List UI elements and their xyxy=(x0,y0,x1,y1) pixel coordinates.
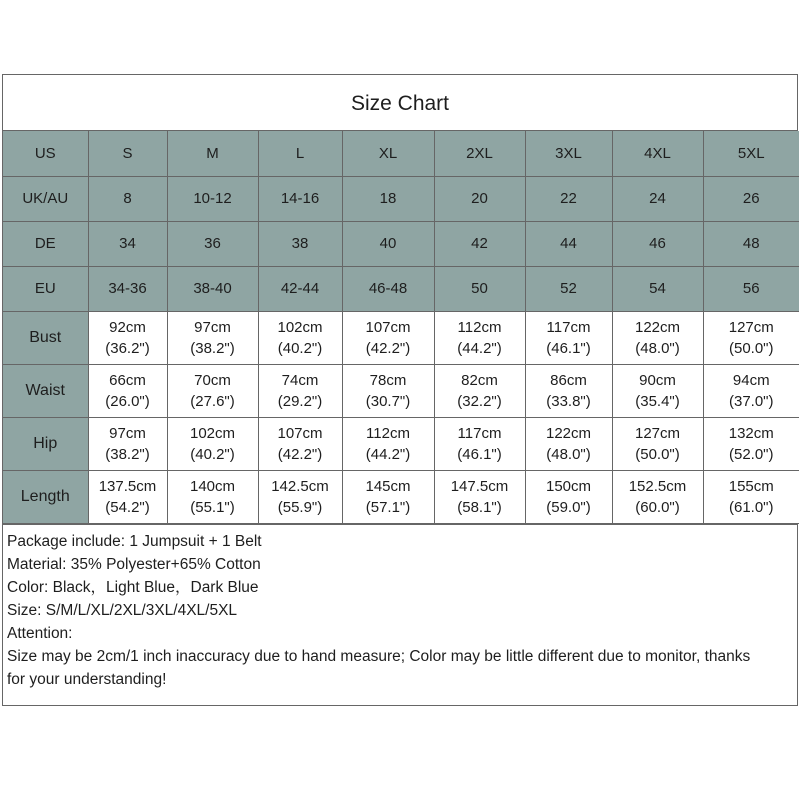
inch-value: (42.2") xyxy=(277,445,323,463)
table-cell xyxy=(88,364,167,417)
size-table-body xyxy=(3,131,799,523)
cm-value: 127cm xyxy=(634,424,681,442)
package-note: Package include: 1 Jumpsuit + 1 Belt xyxy=(7,532,262,550)
cm-value: 142.5cm xyxy=(271,477,329,495)
table-cell: 52 xyxy=(525,266,612,311)
inch-value: (38.2") xyxy=(105,445,150,463)
table-cell xyxy=(434,470,525,523)
cm-value: 147.5cm xyxy=(450,477,509,495)
inch-value: (57.1") xyxy=(365,498,411,516)
table-cell: 24 xyxy=(612,176,703,221)
inch-value: (55.1") xyxy=(190,498,235,516)
cm-value: 82cm xyxy=(461,371,498,389)
table-cell: M xyxy=(167,131,258,176)
chart-title: Size Chart xyxy=(3,75,797,131)
size-row-us xyxy=(3,131,799,176)
inch-value: (48.0") xyxy=(546,445,591,463)
table-cell: 46-48 xyxy=(342,266,434,311)
table-cell: 14-16 xyxy=(258,176,342,221)
cm-value: 117cm xyxy=(457,424,502,442)
inch-value: (37.0") xyxy=(728,392,774,410)
table-cell: 4XL xyxy=(612,131,703,176)
row-label: DE xyxy=(3,221,88,266)
row-label: EU xyxy=(3,266,88,311)
table-cell xyxy=(342,470,434,523)
inch-value: (40.2") xyxy=(190,445,235,463)
table-cell: 38 xyxy=(258,221,342,266)
row-label: Length xyxy=(3,470,88,523)
table-cell xyxy=(88,470,167,523)
inch-value: (26.0") xyxy=(105,392,150,410)
disclaimer-note: Size may be 2cm/1 inch inaccuracy due to hand measure; Color may be little different due to monitor, thanks for your understanding! xyxy=(7,647,751,688)
cm-value: 112cm xyxy=(366,424,410,442)
table-cell xyxy=(612,311,703,364)
inch-value: (40.2") xyxy=(277,339,323,357)
cm-value: 137.5cm xyxy=(98,477,157,495)
cm-value: 150cm xyxy=(545,477,592,495)
cm-value: 92cm xyxy=(109,318,146,336)
inch-value: (32.2") xyxy=(457,392,502,410)
inch-value: (60.0") xyxy=(635,498,680,516)
table-cell xyxy=(612,417,703,470)
table-cell xyxy=(167,364,258,417)
row-label: Bust xyxy=(3,311,88,364)
cm-value: 102cm xyxy=(277,318,323,336)
product-notes xyxy=(3,524,797,691)
row-label: Waist xyxy=(3,364,88,417)
table-cell: 5XL xyxy=(703,131,799,176)
inch-value: (38.2") xyxy=(190,339,235,357)
table-cell xyxy=(703,470,799,523)
table-cell: 48 xyxy=(703,221,799,266)
inch-value: (35.4") xyxy=(635,392,680,410)
table-cell: 38-40 xyxy=(167,266,258,311)
table-cell xyxy=(525,470,612,523)
inch-value: (33.8") xyxy=(546,392,591,410)
cm-value: 94cm xyxy=(732,371,770,389)
row-label: UK/AU xyxy=(3,176,88,221)
inch-value: (59.0") xyxy=(546,498,591,516)
cm-value: 127cm xyxy=(728,318,774,336)
table-cell: 42 xyxy=(434,221,525,266)
inch-value: (58.1") xyxy=(457,498,502,516)
table-cell xyxy=(342,364,434,417)
table-cell xyxy=(258,364,342,417)
size-table xyxy=(3,131,799,524)
color-note: Color: Black，Light Blue，Dark Blue xyxy=(7,578,259,596)
table-cell: 3XL xyxy=(525,131,612,176)
table-cell xyxy=(703,364,799,417)
table-cell: L xyxy=(258,131,342,176)
cm-value: 86cm xyxy=(550,371,587,389)
cm-value: 78cm xyxy=(369,371,407,389)
table-cell xyxy=(612,364,703,417)
cm-value: 107cm xyxy=(277,424,323,442)
cm-value: 97cm xyxy=(194,318,231,336)
table-cell xyxy=(88,311,167,364)
size-row-eu xyxy=(3,266,799,311)
inch-value: (27.6") xyxy=(190,392,235,410)
inch-value: (55.9") xyxy=(277,498,323,516)
cm-value: 155cm xyxy=(728,477,774,495)
cm-value: 132cm xyxy=(728,424,774,442)
cm-value: 122cm xyxy=(634,318,681,336)
measure-row-length xyxy=(3,470,799,523)
table-cell xyxy=(167,311,258,364)
cm-value: 122cm xyxy=(545,424,592,442)
table-cell: 56 xyxy=(703,266,799,311)
table-cell xyxy=(525,364,612,417)
table-cell: 42-44 xyxy=(258,266,342,311)
table-cell: 36 xyxy=(167,221,258,266)
table-cell xyxy=(612,470,703,523)
measure-row-waist xyxy=(3,364,799,417)
cm-value: 152.5cm xyxy=(628,477,687,495)
table-cell: 44 xyxy=(525,221,612,266)
table-cell: 50 xyxy=(434,266,525,311)
table-cell: 10-12 xyxy=(167,176,258,221)
table-cell xyxy=(703,417,799,470)
inch-value: (54.2") xyxy=(105,498,150,516)
row-label: US xyxy=(3,131,88,176)
table-cell xyxy=(342,417,434,470)
table-cell xyxy=(434,311,525,364)
table-cell xyxy=(342,311,434,364)
size-chart xyxy=(2,74,798,706)
table-cell: 2XL xyxy=(434,131,525,176)
cm-value: 117cm xyxy=(546,318,591,336)
cm-value: 145cm xyxy=(365,477,411,495)
table-cell: 22 xyxy=(525,176,612,221)
table-cell: XL xyxy=(342,131,434,176)
inch-value: (46.1") xyxy=(546,339,591,357)
inch-value: (61.0") xyxy=(728,498,774,516)
table-cell: 40 xyxy=(342,221,434,266)
table-cell xyxy=(525,417,612,470)
table-cell xyxy=(258,470,342,523)
size-row-uk-au xyxy=(3,176,799,221)
table-cell: 54 xyxy=(612,266,703,311)
table-cell xyxy=(167,417,258,470)
cm-value: 66cm xyxy=(109,371,146,389)
table-cell xyxy=(434,364,525,417)
inch-value: (36.2") xyxy=(105,339,150,357)
inch-value: (30.7") xyxy=(365,392,411,410)
inch-value: (48.0") xyxy=(635,339,680,357)
table-cell: 46 xyxy=(612,221,703,266)
attention-note: Attention: xyxy=(7,624,73,642)
table-cell xyxy=(167,470,258,523)
table-cell: 18 xyxy=(342,176,434,221)
inch-value: (50.0") xyxy=(635,445,680,463)
inch-value: (42.2") xyxy=(365,339,411,357)
measure-row-bust xyxy=(3,311,799,364)
inch-value: (44.2") xyxy=(365,445,411,463)
cm-value: 74cm xyxy=(281,371,319,389)
table-cell xyxy=(88,417,167,470)
table-cell: S xyxy=(88,131,167,176)
table-cell: 34 xyxy=(88,221,167,266)
cm-value: 90cm xyxy=(639,371,676,389)
row-label: Hip xyxy=(3,417,88,470)
inch-value: (46.1") xyxy=(457,445,502,463)
cm-value: 70cm xyxy=(194,371,231,389)
table-cell xyxy=(703,311,799,364)
inch-value: (52.0") xyxy=(728,445,774,463)
table-cell xyxy=(258,311,342,364)
size-row-de xyxy=(3,221,799,266)
inch-value: (44.2") xyxy=(457,339,502,357)
size-note: Size: S/M/L/XL/2XL/3XL/4XL/5XL xyxy=(7,601,238,619)
table-cell: 20 xyxy=(434,176,525,221)
material-note: Material: 35% Polyester+65% Cotton xyxy=(7,555,261,573)
table-cell xyxy=(434,417,525,470)
inch-value: (50.0") xyxy=(728,339,774,357)
measure-row-hip xyxy=(3,417,799,470)
table-cell xyxy=(258,417,342,470)
table-cell: 34-36 xyxy=(88,266,167,311)
cm-value: 97cm xyxy=(109,424,146,442)
inch-value: (29.2") xyxy=(277,392,323,410)
table-cell: 8 xyxy=(88,176,167,221)
cm-value: 107cm xyxy=(365,318,411,336)
cm-value: 112cm xyxy=(457,318,502,336)
cm-value: 102cm xyxy=(189,424,236,442)
table-cell xyxy=(525,311,612,364)
table-cell: 26 xyxy=(703,176,799,221)
cm-value: 140cm xyxy=(189,477,236,495)
